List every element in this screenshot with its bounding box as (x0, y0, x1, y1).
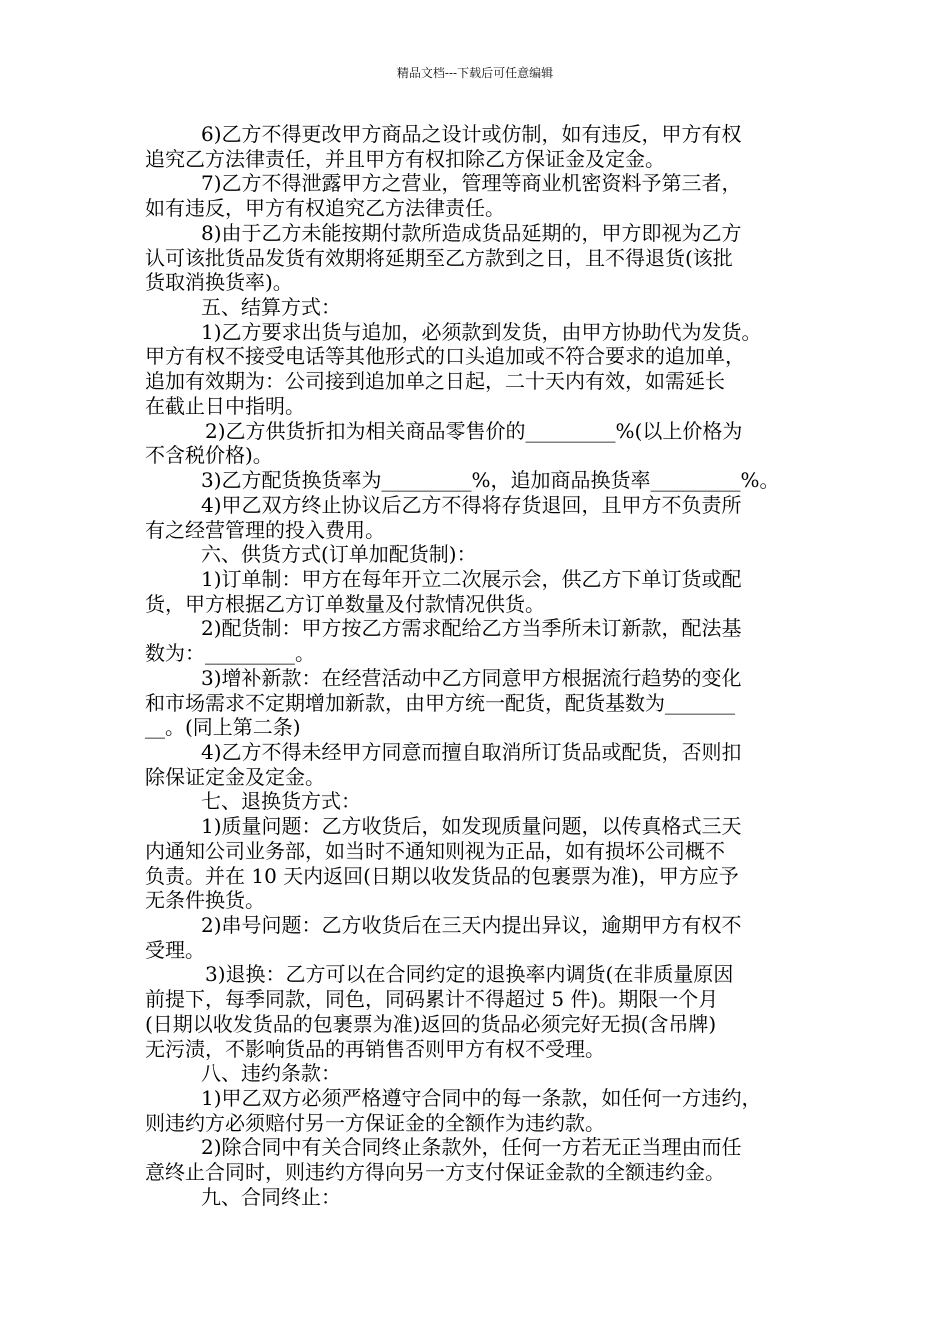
paragraph-line: 内通知公司业务部，如当时不通知则视为正品，如有损坏公司概不 (145, 838, 725, 863)
section-heading: 五、结算方式： (201, 295, 341, 320)
paragraph-line: 数为：_________。 (145, 641, 315, 666)
paragraph-line: 1)质量问题：乙方收货后，如发现质量问题，以传真格式三天 (201, 814, 742, 839)
paragraph-line: 受理。 (145, 937, 205, 962)
paragraph-line: 有之经营管理的投入费用。 (145, 517, 385, 542)
paragraph-line: 认可该批货品发货有效期将延期至乙方款到之日，且不得退货(该批 (145, 245, 733, 270)
section-heading: 八、违约条款： (201, 1061, 341, 1086)
paragraph-line: 无污渍，不影响货品的再销售否则甲方有权不受理。 (145, 1036, 605, 1061)
document-body (145, 122, 813, 1210)
paragraph-line: 4)乙方不得未经甲方同意而擅自取消所订货品或配货，否则扣 (201, 739, 742, 764)
paragraph-line: 6)乙方不得更改甲方商品之设计或仿制，如有违反，甲方有权 (201, 122, 742, 146)
paragraph-line: 如有违反，甲方有权追究乙方法律责任。 (145, 196, 505, 221)
paragraph-line: 货，甲方根据乙方订单数量及付款情况供货。 (145, 591, 545, 616)
paragraph-line: 3)增补新款：在经营活动中乙方同意甲方根据流行趋势的变化 (201, 665, 742, 690)
paragraph-line: 8)由于乙方未能按期付款所造成货品延期的，甲方即视为乙方 (201, 220, 742, 245)
paragraph-line: 负责。并在 10 天内返回(日期以收发货品的包裹票为准)，甲方应予 (145, 863, 739, 888)
paragraph-line: 在截止日中指明。 (145, 393, 305, 418)
paragraph-line: 4)甲乙双方终止协议后乙方不得将存货退回，且甲方不负责所 (201, 492, 742, 517)
paragraph-line: 甲方有权不接受电话等其他形式的口头追加或不符合要求的追加单， (145, 344, 745, 369)
page-header: 精品文档---下载后可任意编辑 (396, 66, 554, 80)
paragraph-line: 1)乙方要求出货与追加，必须款到发货，由甲方协助代为发货。 (201, 319, 762, 344)
paragraph-line: 和市场需求不定期增加新款，由甲方统一配货，配货基数为_______ (145, 690, 735, 715)
paragraph-line: 3)退换：乙方可以在合同约定的退换率内调货(在非质量原因 (205, 962, 734, 987)
paragraph-line: 不含税价格)。 (145, 443, 273, 468)
paragraph-line: 追加有效期为：公司接到追加单之日起，二十天内有效，如需延长 (145, 369, 725, 394)
paragraph-line: 则违约方必须赔付另一方保证金的全额作为违约款。 (145, 1110, 605, 1135)
paragraph-line: 7)乙方不得泄露甲方之营业，管理等商业机密资料予第三者， (201, 171, 742, 196)
paragraph-line: 2)串号问题：乙方收货后在三天内提出异议，逾期甲方有权不 (201, 913, 742, 937)
paragraph-line: 1)甲乙双方必须严格遵守合同中的每一条款，如任何一方违约， (201, 1086, 762, 1111)
paragraph-line: __。(同上第二条) (145, 715, 301, 740)
paragraph-line: 2)除合同中有关合同终止条款外，任何一方若无正当理由而任 (201, 1135, 742, 1160)
paragraph-line: 3)乙方配货换货率为_________%，追加商品换货率_________%。 (201, 468, 780, 493)
paragraph-line: 1)订单制：甲方在每年开立二次展示会，供乙方下单订货或配 (201, 566, 742, 591)
paragraph-line: 除保证定金及定金。 (145, 764, 325, 789)
paragraph-line: 货取消换货率)。 (145, 270, 293, 295)
paragraph-line: 无条件换货。 (145, 888, 265, 913)
section-heading: 六、供货方式(订单加配货制)： (201, 542, 477, 567)
paragraph-line: 意终止合同时，则违约方得向另一方支付保证金款的全额违约金。 (145, 1160, 725, 1185)
paragraph-line: (日期以收发货品的包裹票为准)返回的货品必须完好无损(含吊牌) (145, 1011, 717, 1036)
paragraph-line: 2)乙方供货折扣为相关商品零售价的_________%(以上价格为 (205, 418, 743, 443)
paragraph-line: 前提下，每季同款，同色，同码累计不得超过 5 件)。期限一个月 (145, 987, 719, 1012)
paragraph-line: 2)配货制：甲方按乙方需求配给乙方当季所未订新款，配法基 (201, 616, 742, 641)
paragraph-line: 追究乙方法律责任，并且甲方有权扣除乙方保证金及定金。 (145, 146, 665, 171)
section-heading: 九、合同终止： (201, 1184, 341, 1209)
section-heading: 七、退换货方式： (201, 789, 361, 814)
